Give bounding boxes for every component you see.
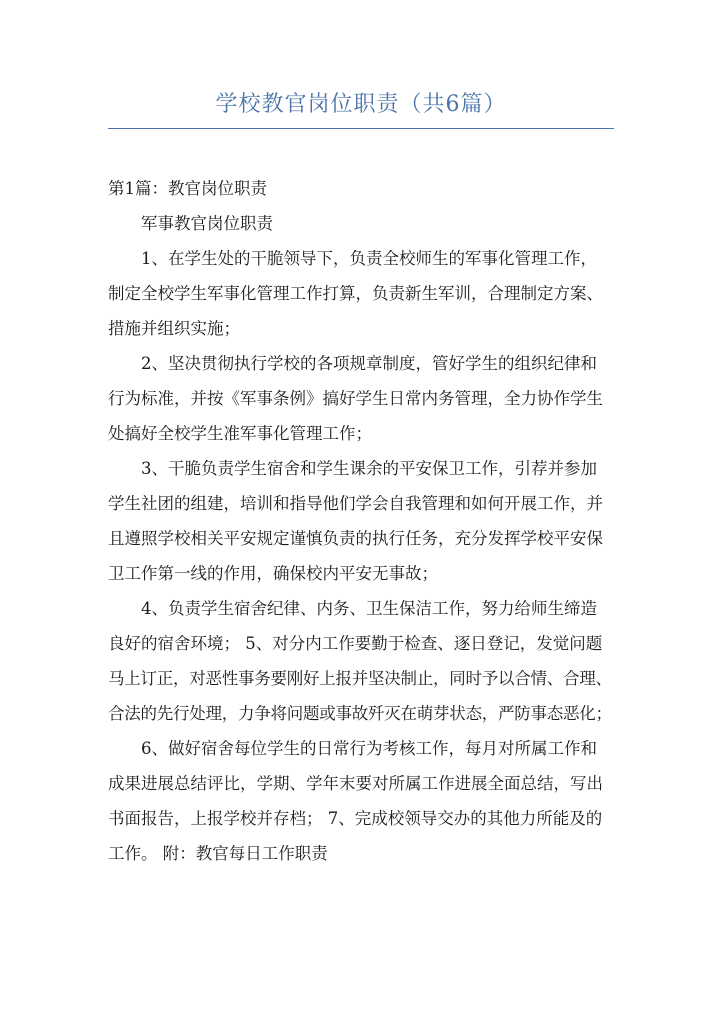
- paragraph-line: 3、干脆负责学生宿舍和学生课余的平安保卫工作，引荐并参加: [141, 459, 597, 478]
- paragraph-line: 工作。 附：教官每日工作职责: [108, 844, 328, 863]
- paragraph-line: 处搞好全校学生准军事化管理工作；: [108, 424, 372, 443]
- paragraph-line: 书面报告，上报学校并存档； 7、完成校领导交办的其他力所能及的: [108, 809, 603, 828]
- paragraph-line: 学生社团的组建，培训和指导他们学会自我管理和如何开展工作，并: [108, 494, 603, 513]
- paragraph-line: 良好的宿舍环境； 5、对分内工作要勤于检查、逐日登记，发觉问题: [108, 634, 603, 653]
- paragraph-line: 制定全校学生军事化管理工作打算，负责新生军训，合理制定方案、: [108, 284, 603, 303]
- paragraph-line: 行为标准，并按《军事条例》搞好学生日常内务管理，全力协作学生: [108, 389, 603, 408]
- paragraph-line: 6、做好宿舍每位学生的日常行为考核工作，每月对所属工作和: [141, 739, 597, 758]
- paragraph-line: 4、负责学生宿舍纪律、内务、卫生保洁工作，努力给师生缔造: [141, 599, 597, 618]
- document-body: [108, 171, 614, 871]
- paragraph-line: 2、坚决贯彻执行学校的各项规章制度，管好学生的组织纪律和: [141, 354, 597, 373]
- paragraph-line: 措施并组织实施；: [108, 319, 240, 338]
- title-underline: [108, 128, 614, 129]
- paragraph-line: 卫工作第一线的作用，确保校内平安无事故；: [108, 564, 438, 583]
- paragraph-line: 且遵照学校相关平安规定谨慎负责的执行任务，充分发挥学校平安保: [108, 529, 603, 548]
- paragraph-line: 成果进展总结评比，学期、学年末要对所属工作进展全面总结，写出: [108, 774, 603, 793]
- document-title: 学校教官岗位职责（共6篇）: [215, 92, 507, 117]
- paragraph-line: 合法的先行处理，力争将问题或事故歼灭在萌芽状态，严防事态恶化；: [108, 704, 612, 723]
- subsection-heading: 军事教官岗位职责: [141, 214, 273, 233]
- section-heading: 第1篇：教官岗位职责: [108, 179, 267, 198]
- paragraph-line: 1、在学生处的干脆领导下，负责全校师生的军事化管理工作，: [141, 249, 597, 268]
- paragraph-line: 马上订正，对恶性事务要刚好上报并坚决制止，同时予以合情、合理、: [108, 669, 612, 688]
